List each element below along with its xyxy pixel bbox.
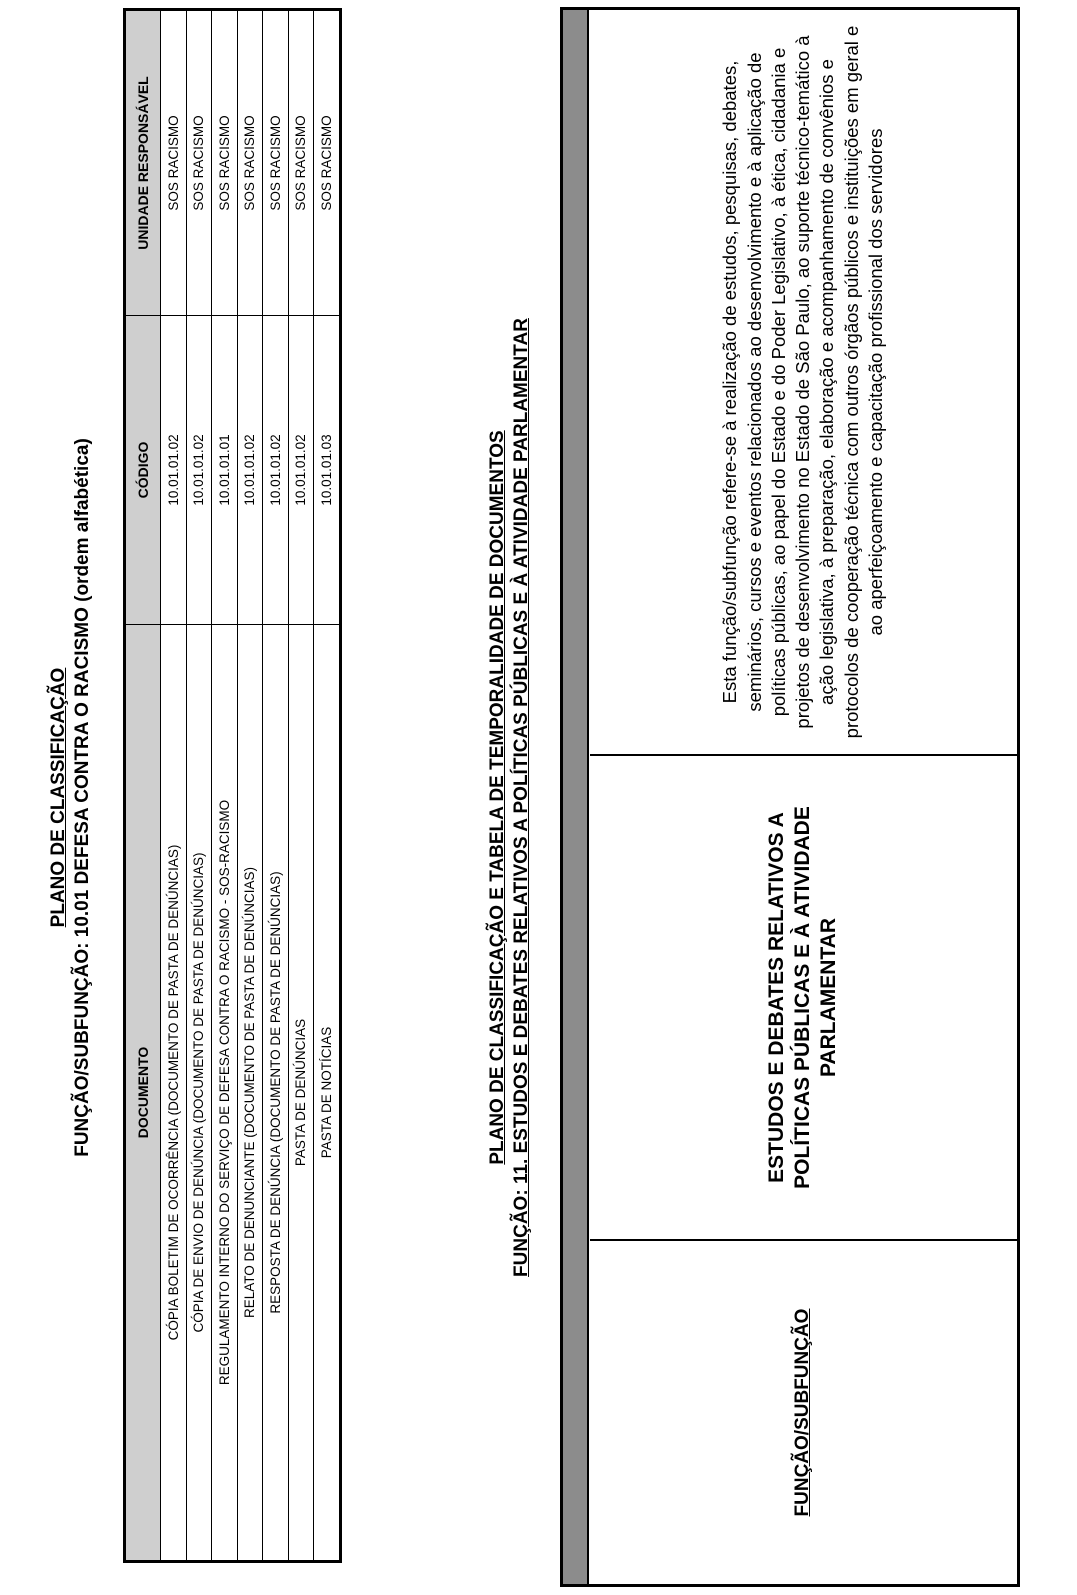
cell-codigo: 10.01.01.01 xyxy=(212,316,238,625)
cell-unidade: SOS RACISMO xyxy=(186,10,212,316)
cell-unidade: SOS RACISMO xyxy=(212,10,238,316)
col-header-documento: DOCUMENTO xyxy=(125,625,161,1562)
cell-documento: PASTA DE NOTÍCIAS xyxy=(314,625,341,1562)
table-row xyxy=(237,10,263,1562)
cell-documento: RESPOSTA DE DENÚNCIA (DOCUMENTO DE PASTA DE DENÚNCIAS) xyxy=(263,625,289,1562)
section2-title: PLANO DE CLASSIFICAÇÃO E TABELA DE TEMPORALIDADE DE DOCUMENTOS xyxy=(487,430,508,1165)
table-row xyxy=(161,10,187,1562)
table-header-bar xyxy=(563,10,589,1584)
table-row xyxy=(263,10,289,1562)
table-header-row xyxy=(125,10,161,1562)
cell-codigo: 10.01.01.02 xyxy=(237,316,263,625)
cell-codigo: 10.01.01.02 xyxy=(161,316,187,625)
cell-unidade: SOS RACISMO xyxy=(237,10,263,316)
table-row xyxy=(186,10,212,1562)
cell-unidade: SOS RACISMO xyxy=(161,10,187,316)
function-description-cell xyxy=(590,10,1018,754)
cell-unidade: SOS RACISMO xyxy=(263,10,289,316)
section1-title: PLANO DE CLASSIFICAÇÃO xyxy=(48,667,69,928)
section2-subtitle: FUNÇÃO: 11. ESTUDOS E DEBATES RELATIVOS A POLÍTICAS PÚBLICAS E À ATIVIDADE PARLAMENTAR xyxy=(511,318,532,1277)
function-label-cell xyxy=(590,1239,1018,1584)
col-header-unidade: UNIDADE RESPONSÁVEL xyxy=(125,10,161,316)
table-row xyxy=(212,10,238,1562)
cell-unidade: SOS RACISMO xyxy=(314,10,341,316)
function-table xyxy=(560,7,1020,1587)
cell-documento: RELATO DE DENUNCIANTE (DOCUMENTO DE PASTA DE DENÚNCIAS) xyxy=(237,625,263,1562)
function-name: ESTUDOS E DEBATES RELATIVOS A POLÍTICAS PÚBLICAS E À ATIVIDADE PARLAMENTAR xyxy=(765,806,841,1189)
table-row xyxy=(314,10,341,1562)
col-header-codigo: CÓDIGO xyxy=(125,316,161,625)
section1-subtitle: FUNÇÃO/SUBFUNÇÃO: 10.01 DEFESA CONTRA O RACISMO (ordem alfabética) xyxy=(72,438,93,1157)
cell-documento: CÓPIA BOLETIM DE OCORRÊNCIA (DOCUMENTO DE PASTA DE DENÚNCIAS) xyxy=(161,625,187,1562)
cell-documento: REGULAMENTO INTERNO DO SERVIÇO DE DEFESA CONTRA O RACISMO - SOS-RACISMO xyxy=(212,625,238,1562)
cell-codigo: 10.01.01.02 xyxy=(263,316,289,625)
function-name-cell xyxy=(590,754,1018,1239)
cell-codigo: 10.01.01.02 xyxy=(186,316,212,625)
function-description: Esta função/subfunção refere-se à realização de estudos, pesquisas, debates, seminários, cursos e eventos relacionados ao desenvolvimento e à aplicação de políticas públicas, ao papel do Estado e do Poder Legislativo, à ética, cidadania e projetos de desenvolvimento no Estado de São Paulo, ao suporte técnico-temático à ação legislativa, à preparação, elaboração e acompanhamento de convênios e protocolos de cooperação técnica com outros órgãos públicos e instituições em geral e ao aperfeiçoamento e capacitação profissional dos servidores xyxy=(719,25,886,739)
cell-codigo: 10.01.01.03 xyxy=(314,316,341,625)
cell-documento: PASTA DE DENÚNCIAS xyxy=(288,625,314,1562)
table-row xyxy=(288,10,314,1562)
classification-table xyxy=(123,8,342,1563)
cell-codigo: 10.01.01.02 xyxy=(288,316,314,625)
function-label: FUNÇÃO/SUBFUNÇÃO xyxy=(792,1308,814,1517)
cell-documento: CÓPIA DE ENVIO DE DENÚNCIA (DOCUMENTO DE PASTA DE DENÚNCIAS) xyxy=(186,625,212,1562)
cell-unidade: SOS RACISMO xyxy=(288,10,314,316)
